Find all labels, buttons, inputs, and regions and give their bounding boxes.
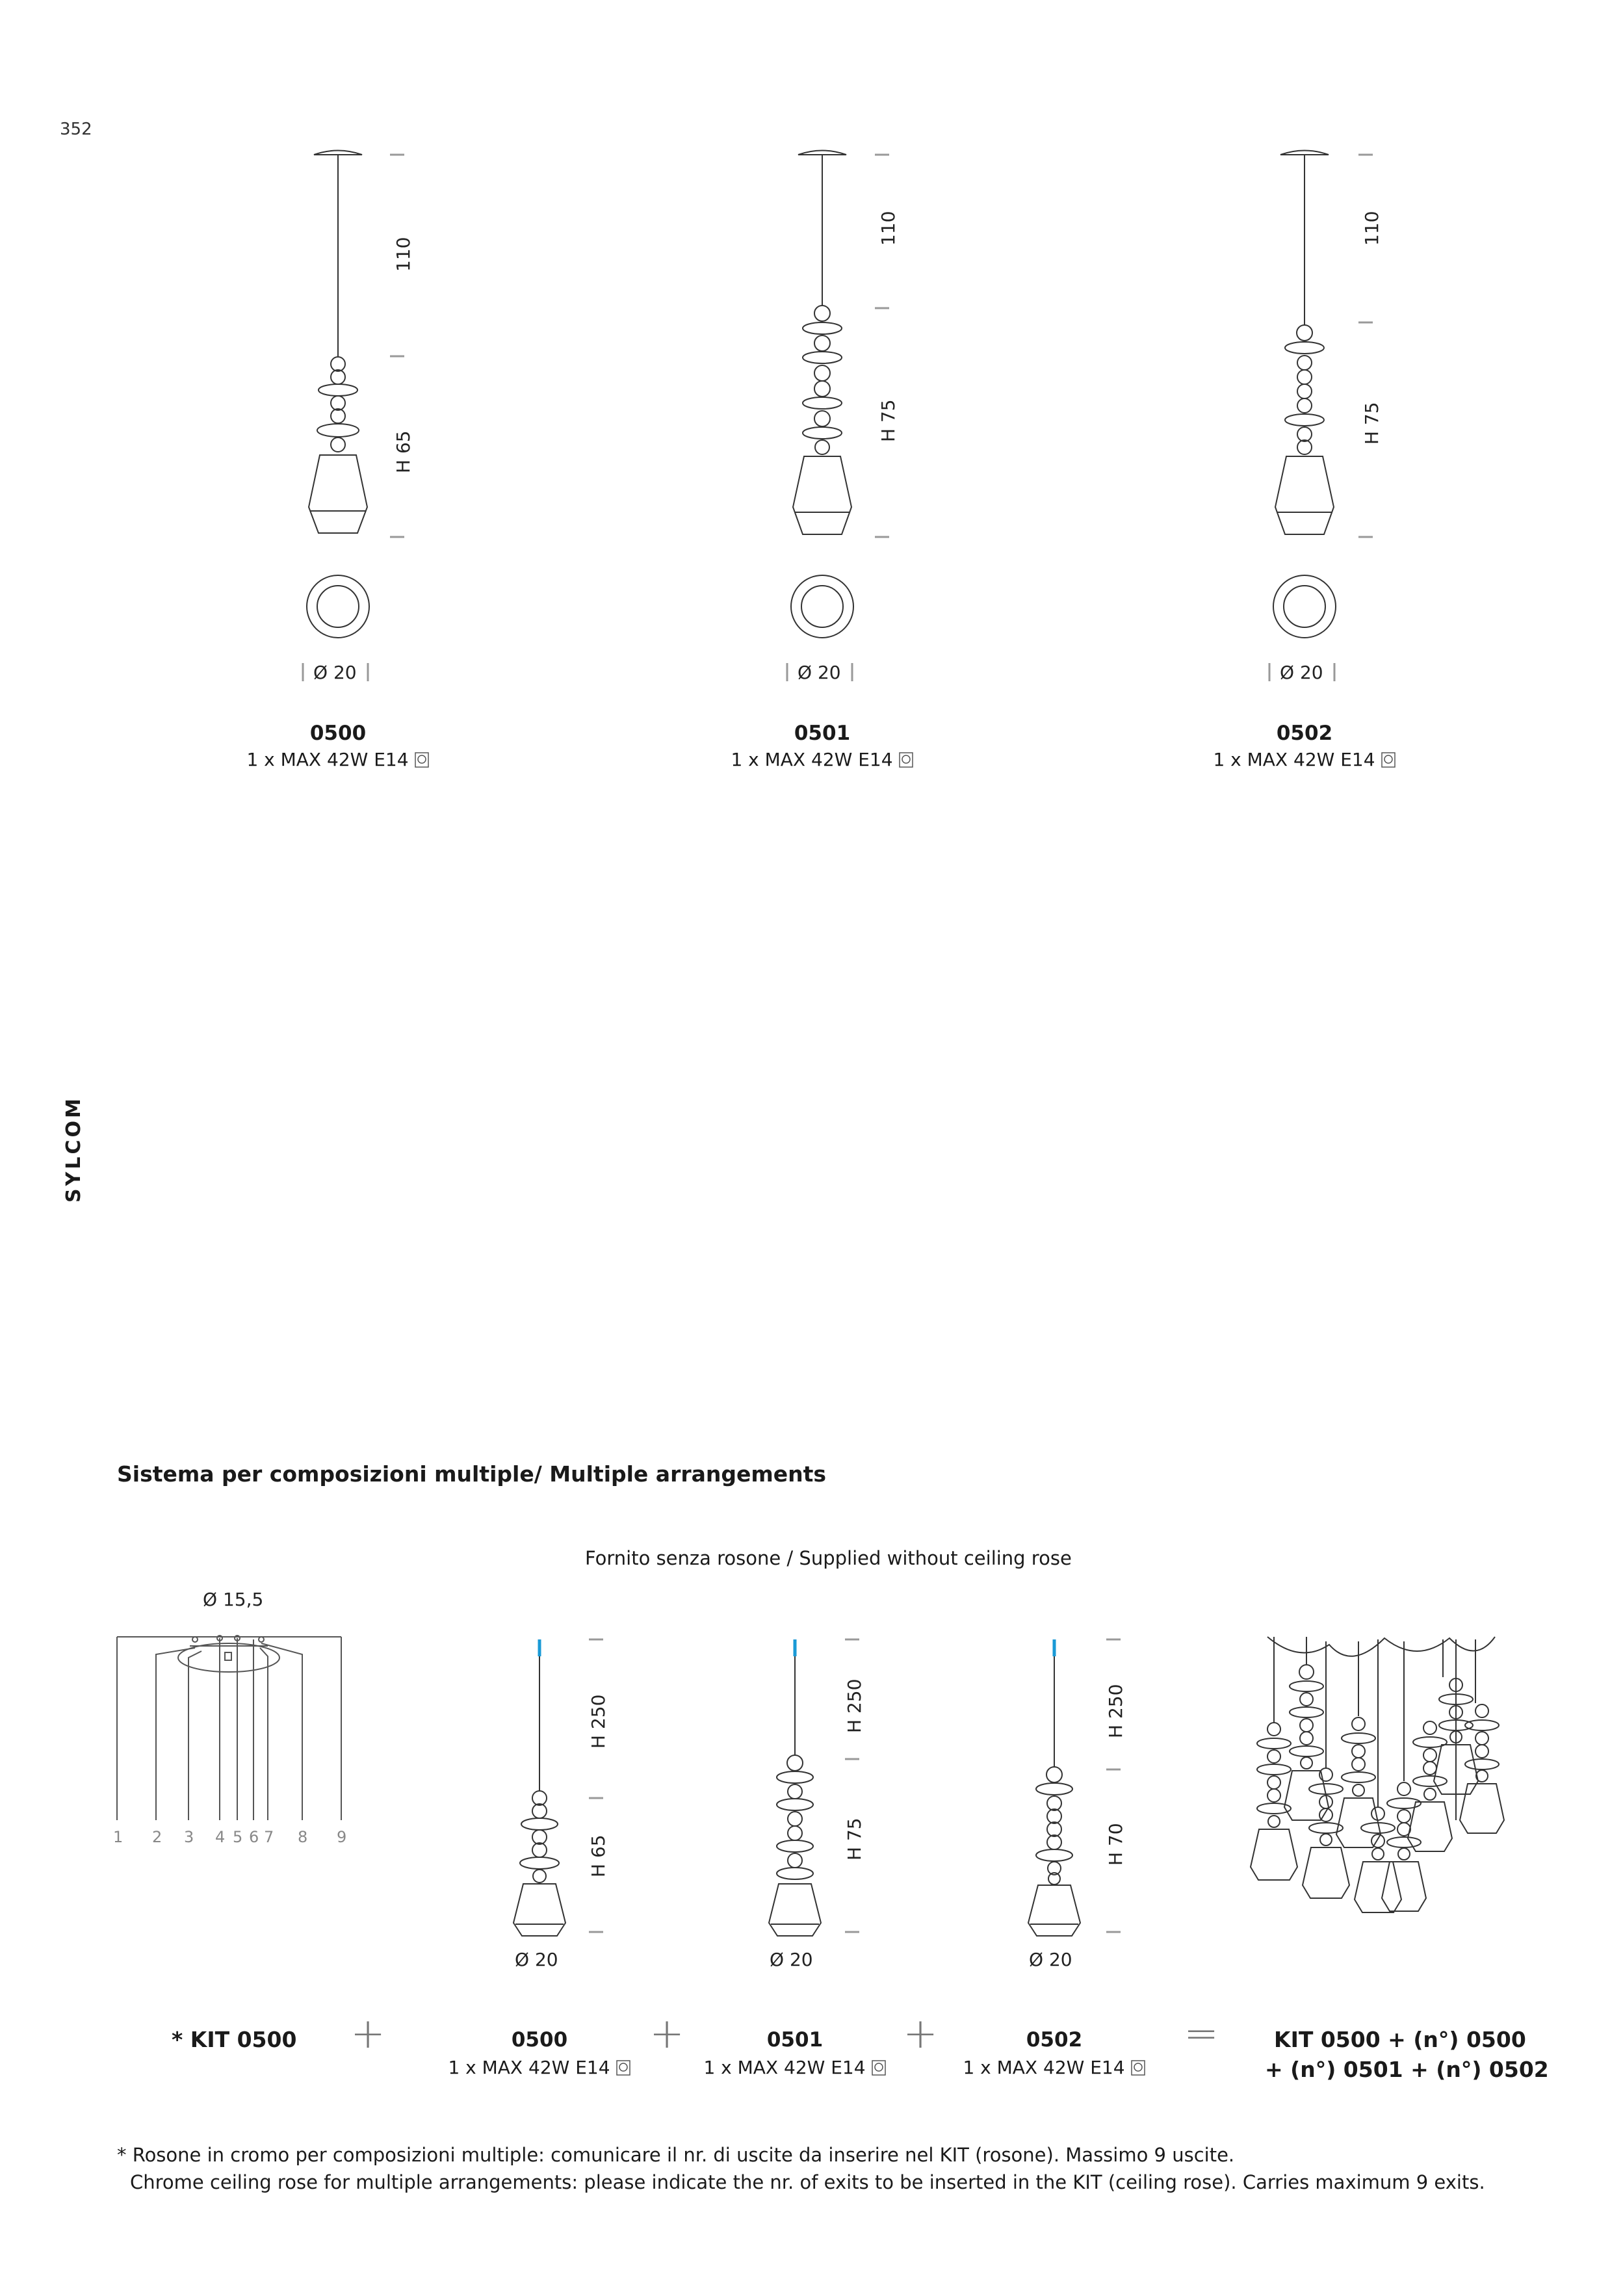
diameter-multi-0501: Ø 20	[770, 1949, 813, 1970]
drawing-0501	[791, 151, 853, 638]
footnote-it: * Rosone in cromo per composizioni multiple: comunicare il nr. di uscite da inserire nel KIT (rosone). Massimo 9 uscite.	[117, 2144, 1235, 2166]
diameter-multi-0500: Ø 20	[515, 1949, 558, 1970]
plus-sign: +	[649, 2010, 684, 2058]
product-code-0502: 0502	[1276, 722, 1333, 745]
exit-number: 9	[337, 1828, 347, 1846]
result-line-2: + (n°) 0501 + (n°) 0502	[1265, 2057, 1549, 2082]
multi-spec-0500: 1 x MAX 42W E14	[442, 2057, 637, 2078]
bulb-icon	[871, 2059, 887, 2076]
bulb-icon	[898, 751, 914, 768]
exit-number: 8	[298, 1828, 308, 1846]
diameter-0502: Ø 20	[1280, 662, 1323, 683]
drawing-0500	[307, 151, 369, 638]
product-code-0501: 0501	[794, 722, 851, 745]
exit-number: 1	[113, 1828, 123, 1846]
bulb-icon	[1381, 751, 1396, 768]
plus-sign: +	[903, 2010, 938, 2058]
bulb-icon	[1130, 2059, 1146, 2076]
diameter-multi-0502: Ø 20	[1029, 1949, 1072, 1970]
footnote-en: Chrome ceiling rose for multiple arrangements: please indicate the nr. of exits to be inserted in the KIT (ceiling rose). Carries maximum 9 exits.	[130, 2171, 1485, 2193]
product-spec-0500: 1 x MAX 42W E14	[240, 749, 435, 770]
drawing-multi-0500	[513, 1654, 565, 1936]
product-spec-0501: 1 x MAX 42W E14	[725, 749, 920, 770]
exit-number: 6	[249, 1828, 259, 1846]
exit-number: 7	[264, 1828, 274, 1846]
product-spec-0502: 1 x MAX 42W E14	[1207, 749, 1402, 770]
bulb-icon	[616, 2059, 631, 2076]
rose-diameter: Ø 15,5	[203, 1589, 264, 1610]
multi-code-0500: 0500	[511, 2028, 568, 2052]
multi-spec-0501: 1 x MAX 42W E14	[697, 2057, 892, 2078]
plus-sign: +	[350, 2010, 385, 2058]
multi-code-0501: 0501	[766, 2028, 824, 2052]
supplied-note: Fornito senza rosone / Supplied without ceiling rose	[585, 1547, 1072, 1569]
result-line-1: KIT 0500 + (n°) 0500	[1274, 2027, 1526, 2052]
kit-label: * KIT 0500	[172, 2027, 297, 2052]
multi-code-0502: 0502	[1026, 2028, 1083, 2052]
multi-spec-0502: 1 x MAX 42W E14	[957, 2057, 1152, 2078]
equals-sign: =	[1184, 2010, 1219, 2058]
diameter-0501: Ø 20	[798, 662, 841, 683]
page-number: 352	[60, 120, 92, 139]
exit-number: 4	[215, 1828, 226, 1846]
diameter-0500: Ø 20	[313, 662, 357, 683]
section-title: Sistema per composizioni multiple/ Multiple arrangements	[117, 1461, 827, 1487]
drawing-multi-0501	[769, 1654, 821, 1936]
exit-number: 5	[233, 1828, 243, 1846]
exit-number: 2	[152, 1828, 162, 1846]
product-code-0500: 0500	[309, 722, 367, 745]
drawing-multi-0502	[1028, 1654, 1080, 1936]
exit-number: 3	[184, 1828, 194, 1846]
cluster-composition	[1251, 1637, 1504, 1912]
bulb-icon	[414, 751, 430, 768]
ceiling-rose-diagram	[117, 1636, 341, 1820]
drawing-0502	[1273, 151, 1336, 638]
